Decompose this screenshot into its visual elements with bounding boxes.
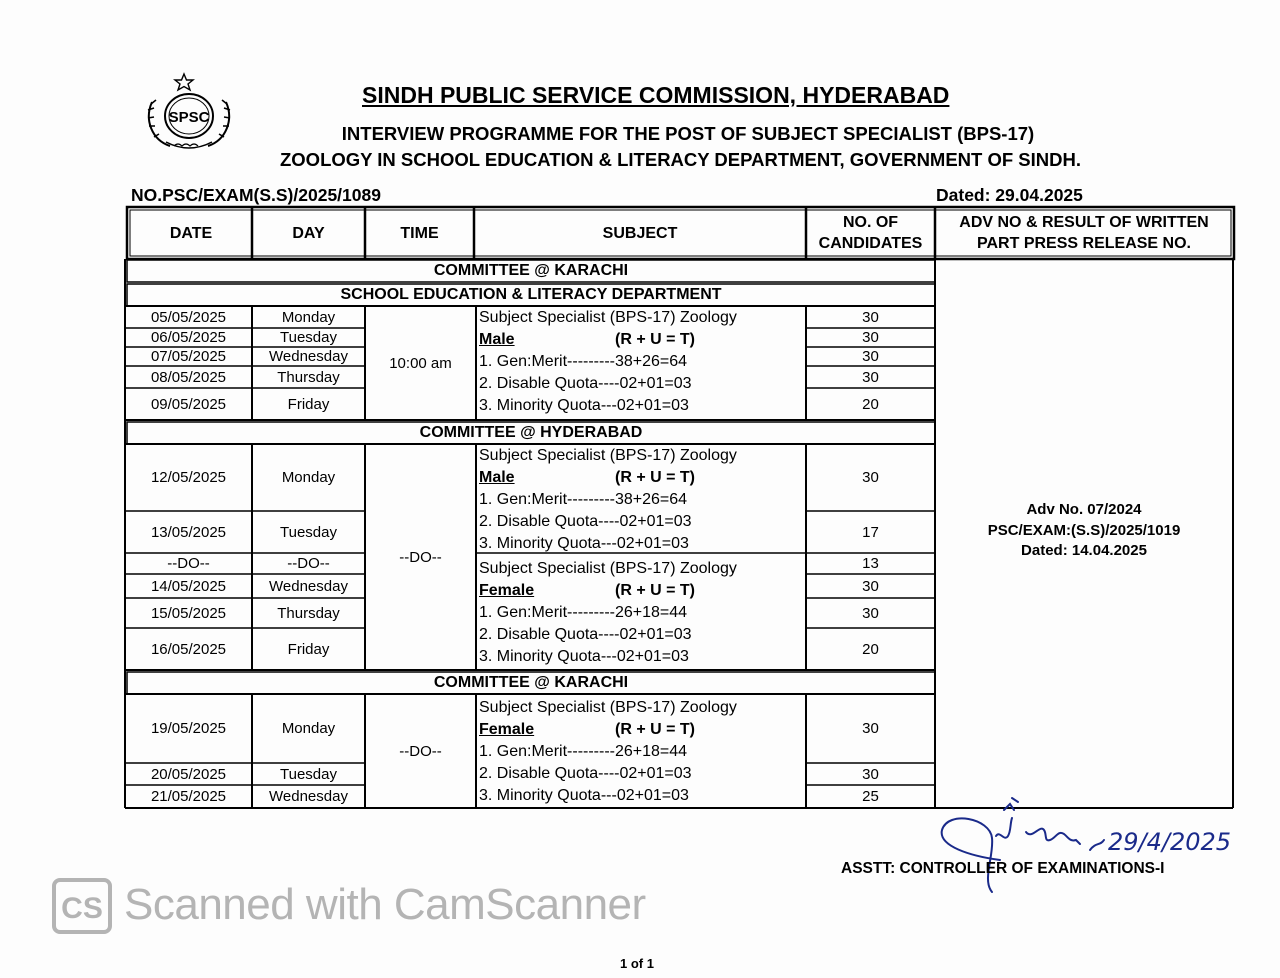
subject-line: 3. Minority Quota---02+01=03: [479, 648, 689, 665]
subject-title: Subject Specialist (BPS-17) Zoology: [479, 447, 737, 464]
row-date: 07/05/2025: [150, 348, 227, 365]
row-date: 20/05/2025: [150, 765, 227, 783]
row-candidates: 30: [862, 720, 879, 737]
subject-line: 1. Gen:Merit---------26+18=44: [479, 604, 688, 621]
camscanner-badge: CS: [61, 892, 103, 925]
page-number: 1 of 1: [620, 956, 654, 971]
subject-gender: Male: [479, 331, 515, 348]
page-title: SINDH PUBLIC SERVICE COMMISSION, HYDERABAD: [362, 82, 950, 108]
time-block-2: --DO--: [399, 548, 442, 566]
adv-number: Adv No. 07/2024: [1026, 501, 1142, 518]
subject-line: 2. Disable Quota----02+01=03: [479, 626, 692, 643]
row-day: Thursday: [277, 368, 340, 386]
subject-block: [479, 558, 737, 668]
row-day: Tuesday: [280, 329, 337, 346]
subject-gender: Male: [479, 469, 515, 486]
subject-line: 2. Disable Quota----02+01=03: [479, 513, 692, 530]
row-date: 21/05/2025: [150, 788, 227, 805]
row-date: 09/05/2025: [150, 395, 227, 413]
subject-block: [479, 445, 737, 555]
column-header-candidates: [806, 210, 935, 256]
subject-line: 3. Minority Quota---02+01=03: [479, 397, 689, 414]
subtitle-line-2: ZOOLOGY IN SCHOOL EDUCATION & LITERACY DEPARTMENT, GOVERNMENT OF SINDH.: [279, 149, 1082, 170]
row-day: Tuesday: [280, 765, 337, 783]
row-day: Monday: [281, 720, 336, 737]
row-candidates: 30: [862, 308, 879, 326]
row-candidates: 30: [862, 577, 879, 595]
subject-gender: Female: [479, 721, 535, 738]
row-day: Friday: [287, 395, 330, 413]
row-candidates: 20: [862, 395, 879, 413]
subject-formula: (R + U = T): [615, 331, 696, 348]
adv-reference: [935, 500, 1233, 562]
row-day: Thursday: [277, 604, 340, 622]
row-candidates: 30: [862, 348, 879, 365]
subject-line: 3. Minority Quota---02+01=03: [479, 787, 689, 804]
camscanner-logo-icon: [52, 878, 112, 934]
subject-line: 1. Gen:Merit---------26+18=44: [479, 743, 688, 760]
subject-gender: Female: [479, 582, 535, 599]
row-candidates: 30: [862, 368, 879, 386]
row-day: Wednesday: [269, 348, 348, 365]
row-date: 05/05/2025: [150, 308, 227, 326]
row-candidates: 30: [862, 329, 879, 346]
svg-text:SPSC: SPSC: [168, 109, 210, 126]
subject-formula: (R + U = T): [615, 582, 696, 599]
row-day: --DO--: [287, 555, 330, 572]
signature-date: 29/4/2025: [1108, 828, 1232, 856]
column-header-adv-line1: ADV NO & RESULT OF WRITTEN: [959, 214, 1209, 231]
row-day: Monday: [281, 469, 336, 486]
column-header-day: DAY: [292, 224, 325, 242]
row-date: 15/05/2025: [150, 604, 227, 622]
row-date: --DO--: [167, 555, 210, 572]
subject-title: Subject Specialist (BPS-17) Zoology: [479, 699, 737, 716]
row-date: 08/05/2025: [150, 368, 227, 386]
row-date: 14/05/2025: [150, 577, 227, 595]
document-date: Dated: 29.04.2025: [936, 185, 1083, 205]
adv-date: Dated: 14.04.2025: [1021, 542, 1147, 559]
column-header-candidates-line2: CANDIDATES: [818, 235, 923, 252]
row-candidates: 30: [862, 604, 879, 622]
row-date: 19/05/2025: [150, 720, 227, 737]
row-candidates: 30: [862, 469, 879, 486]
subject-title: Subject Specialist (BPS-17) Zoology: [479, 309, 737, 326]
row-candidates: 13: [862, 555, 879, 572]
row-day: Wednesday: [269, 577, 348, 595]
reference-number: NO.PSC/EXAM(S.S)/2025/1089: [131, 185, 381, 205]
row-date: 12/05/2025: [150, 469, 227, 486]
row-candidates: 20: [862, 640, 879, 658]
subject-title: Subject Specialist (BPS-17) Zoology: [479, 560, 737, 577]
handwritten-signature: [930, 796, 1260, 901]
subject-block: [479, 307, 737, 417]
committee-karachi-band-2: COMMITTEE @ KARACHI: [433, 674, 629, 691]
column-header-adv-line2: PART PRESS RELEASE NO.: [977, 235, 1191, 252]
signatory-title: ASSTT: CONTROLLER OF EXAMINATIONS-I: [841, 860, 1165, 877]
row-day: Friday: [287, 640, 330, 658]
row-date: 13/05/2025: [150, 523, 227, 541]
adv-press-release: PSC/EXAM:(S.S)/2025/1019: [987, 521, 1181, 539]
committee-karachi-band: COMMITTEE @ KARACHI: [433, 262, 629, 279]
camscanner-watermark: Scanned with CamScanner: [124, 880, 646, 929]
row-day: Monday: [281, 308, 336, 326]
subject-formula: (R + U = T): [615, 721, 696, 738]
row-date: 06/05/2025: [150, 329, 227, 346]
department-band: SCHOOL EDUCATION & LITERACY DEPARTMENT: [340, 286, 722, 303]
column-header-date: DATE: [169, 224, 213, 242]
column-header-candidates-line1: NO. OF: [842, 214, 899, 231]
row-candidates: 17: [862, 523, 879, 541]
subject-line: 1. Gen:Merit---------38+26=64: [479, 353, 688, 370]
subject-line: 2. Disable Quota----02+01=03: [479, 765, 692, 782]
subject-line: 2. Disable Quota----02+01=03: [479, 375, 692, 392]
subject-line: 1. Gen:Merit---------38+26=64: [479, 491, 688, 508]
column-header-adv: [935, 210, 1233, 256]
time-block-3: --DO--: [399, 742, 442, 760]
row-day: Wednesday: [269, 788, 348, 805]
column-header-subject: SUBJECT: [602, 224, 678, 242]
row-candidates: 25: [862, 788, 879, 805]
column-header-time: TIME: [400, 224, 439, 242]
time-block-1: 10:00 am: [389, 354, 452, 372]
subject-line: 3. Minority Quota---02+01=03: [479, 535, 689, 552]
row-candidates: 30: [862, 765, 879, 783]
committee-hyderabad-band: COMMITTEE @ HYDERABAD: [419, 424, 643, 441]
row-date: 16/05/2025: [150, 640, 227, 658]
subject-block: [479, 697, 737, 807]
subject-formula: (R + U = T): [615, 469, 696, 486]
row-day: Tuesday: [280, 523, 337, 541]
subtitle-line-1: INTERVIEW PROGRAMME FOR THE POST OF SUBJECT SPECIALIST (BPS-17): [341, 123, 1035, 144]
